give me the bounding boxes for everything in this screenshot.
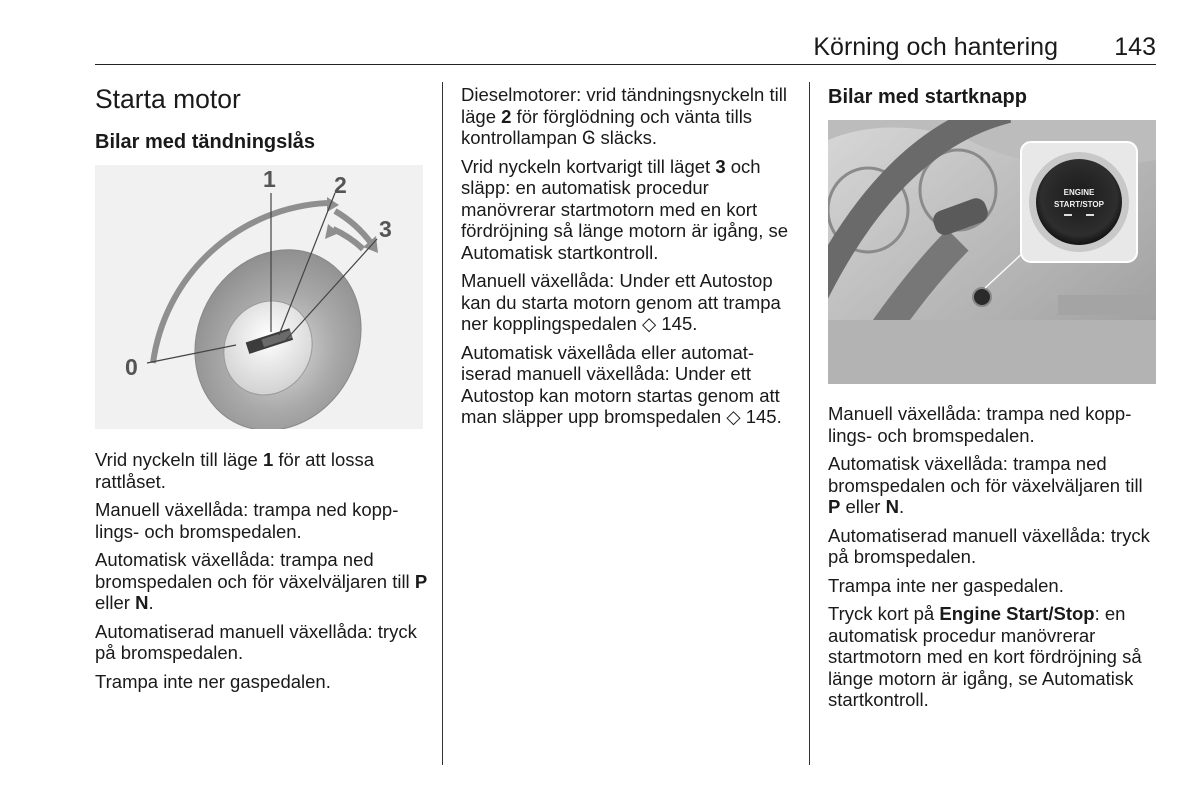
running-header: Körning och hantering — [813, 33, 1058, 61]
paragraph: Trampa inte ner gaspedalen. — [95, 670, 331, 692]
paragraph: Manuell växellåda: trampa ned kopplings- och bromspedalen. — [95, 499, 399, 542]
section-subtitle: Bilar med startknapp — [828, 86, 1027, 108]
right-column — [828, 86, 1158, 109]
paragraph: Automatisk växellåda eller automatiserad manuell växellåda: Under ett Autostop kan motorn startas genom att man släpper upp bromspedalen ◇ 145. — [461, 341, 782, 427]
paragraph: Vrid nyckeln till läge 1 för att lossa rattlåset. — [95, 449, 375, 492]
column-divider-right — [809, 82, 810, 765]
key-position-label-0: 0 — [125, 354, 138, 380]
paragraph: Vrid nyckeln kortvarigt till läget 3 och släpp: en automatisk procedur manövrerar startmotorn med en kort fördröjning så länge motorn är igång, se Automatisk startkontroll. — [461, 155, 789, 263]
column-divider-left — [442, 82, 443, 765]
ignition-lock-figure — [95, 165, 423, 429]
paragraph: Manuell växellåda: Under ett Autostop kan du starta motorn genom att trampa ner kopplingspedalen ◇ 145. — [461, 270, 781, 334]
key-position-label-2: 2 — [334, 172, 347, 198]
page-reference-link[interactable]: ◇ 145. — [642, 313, 698, 334]
paragraph: Automatisk växellåda: trampa ned bromspedalen och för växelväljaren till P eller N. — [95, 549, 428, 613]
paragraph: Dieselmotorer: vrid tändningsnyckeln till läge 2 för förglödning och vänta tills kontrollampan Ꮆ släcks. — [461, 84, 787, 148]
right-column-body — [828, 403, 1158, 718]
key-position-label-3: 3 — [379, 216, 392, 242]
middle-column — [461, 84, 796, 435]
left-column-body — [95, 449, 430, 699]
paragraph: Automatiserad manuell växellåda: tryck på bromspedalen. — [828, 524, 1150, 567]
paragraph: Automatisk växellåda: trampa ned bromspedalen och för växelväljaren till P eller N. — [828, 453, 1143, 517]
engine-button-label: ENGINE — [1063, 188, 1095, 197]
ignition-lock-illustration — [95, 165, 423, 429]
glow-plug-icon: Ꮆ — [582, 127, 596, 148]
page-number: 143 — [1114, 33, 1156, 61]
page-reference-link[interactable]: ◇ 145. — [726, 406, 782, 427]
start-button-figure — [828, 120, 1156, 384]
paragraph: Tryck kort på Engine Start/Stop: en automatisk procedur manövrerar startmotorn med en kort fördröjning så länge motorn är igång, se Automatisk startkontroll. — [828, 603, 1142, 710]
start-button-illustration — [828, 120, 1156, 384]
paragraph: Automatiserad manuell växellåda: tryck på bromspedalen. — [95, 620, 417, 663]
key-position-label-1: 1 — [263, 166, 276, 192]
paragraph: Manuell växellåda: trampa ned kopplings- och bromspedalen. — [828, 403, 1132, 446]
header-rule — [95, 64, 1156, 65]
section-subtitle: Bilar med tändningslås — [95, 131, 316, 153]
paragraph: Trampa inte ner gaspedalen. — [828, 574, 1064, 596]
left-column — [95, 84, 430, 154]
section-title: Starta motor — [95, 84, 241, 114]
start-stop-button-label: START/STOP — [1054, 200, 1104, 209]
